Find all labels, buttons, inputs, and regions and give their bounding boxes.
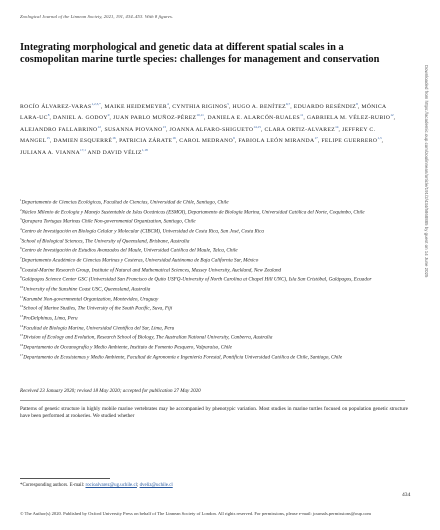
affiliation-item [20, 197, 392, 207]
affiliation-item [20, 245, 392, 255]
affiliation-text: Division of Ecology and Evolution, Research School of Biology, The Australian National University, Canberra, Australia [23, 335, 273, 342]
author-affiliation-marker: 8 [356, 102, 358, 106]
author-affiliation-marker: 17 [314, 136, 318, 141]
affiliation-text: School of Biological Sciences, The University of Queensland, Brisbane, Australia [21, 238, 190, 245]
affiliation-text: Galápagos Science Center GSC (Universidad San Francisco de Quito USFQ-University of North Carolina at Chapel Hill UNC), Isla San Cristóbal, Galápagos, Ecuador [21, 277, 372, 284]
author-affiliation-marker: 5 [227, 102, 229, 106]
affiliation-number: 12 [20, 304, 24, 309]
received-dates: Received 23 January 2020; revised 18 May 2020; accepted for publication 27 May 2020 [20, 388, 201, 394]
affiliation-number: 13 [20, 314, 24, 319]
affiliation-text: University of the Sunshine Coast USC, Queensland, Australia [23, 286, 151, 293]
affiliation-number: 6 [20, 246, 22, 251]
author-affiliation-marker: 15 [46, 136, 50, 141]
affiliation-list [20, 197, 392, 361]
affiliation-number: 2 [20, 207, 22, 212]
correspondence-footnote: *Corresponding authors. E-mail: rocioalvarez@ug.uchile.cl; dveliz@uchile.cl [20, 483, 173, 488]
correspondence-email-link[interactable]: rocioalvarez@ug.uchile.cl [85, 483, 137, 488]
author-name: CLARA ORTIZ-ALVAREZ$^{14}$ [264, 124, 339, 133]
author-name: FELIPE GUERRERO$^{1,3}$ [321, 136, 382, 145]
affiliation-item [20, 226, 392, 236]
footnote-divider [20, 478, 110, 479]
download-side-note [424, 65, 432, 465]
author-name: SUSANNA PIOVANO$^{13}$ [104, 124, 166, 133]
affiliation-text: Centro de Investigación de Estudios Avanzados del Maule, Universidad Católica del Maule, Talca, Chile [21, 248, 238, 255]
download-side-note-text: Downloaded from https://academic.oup.com/zoolinnean/article/191/2/434/5868885 by guest on 14 June 2025 [424, 65, 429, 278]
affiliation-number: 9 [20, 275, 22, 280]
affiliation-text: Departamento de Ecosistemas y Medio Ambiente, Facultad de Agronomía e Ingeniería Forestal, Pontificia Universidad Católica de Chile, Santiago, Chile [23, 354, 343, 361]
affiliation-item [20, 255, 392, 265]
affiliation-text: Núcleo Milenio de Ecología y Manejo Sustentable de Islas Oceánicas (ESMOI), Departamento de Biología Marina, Universidad Católica del Norte, Coquimbo, Chile [21, 209, 365, 216]
journal-citation-line: Zoological Journal of the Linnean Society, 2021, 191, 434–453. With 8 figures. [20, 14, 174, 19]
author-name: CYNTHIA RIGINOS$^5$ [172, 102, 229, 110]
affiliation-text: Coastal-Marine Research Group, Institute of Natural and Mathematical Sciences, Massey University, Auckland, New Zealand [21, 267, 282, 274]
affiliation-item [20, 323, 392, 333]
affiliation-number: 16 [20, 343, 24, 348]
author-name: JULIANA A. VIANNA$^{17,1}$ [20, 147, 86, 156]
author-name: DANIELA E. ALARCÓN-RUALES$^{11}$ [207, 113, 304, 122]
author-affiliation-marker: 11 [300, 113, 304, 118]
affiliation-text: ProDelphinus, Lima, Peru [23, 315, 78, 322]
affiliation-number: 8 [20, 265, 22, 270]
author-affiliation-marker: 16 [172, 136, 176, 141]
affiliation-item [20, 313, 392, 323]
author-name: MÓNICA LARA-$UC^8$ [20, 103, 387, 122]
author-name: JEFFREY C. MANGEL$^{15}$ [20, 126, 376, 145]
affiliation-number: 11 [20, 294, 24, 299]
author-name: DAMIEN ESQUERRÉ$^{16}$ [53, 136, 116, 145]
correspondence-email-link[interactable]: dveliz@uchile.cl [139, 483, 173, 488]
author-affiliation-marker: 14,15 [253, 124, 261, 129]
author-affiliation-marker: 12 [390, 113, 394, 118]
author-affiliation-marker: 6,7 [285, 102, 291, 106]
author-name: JOANNA ALFARO-SHIGUETO$^{14,15}$ [169, 124, 261, 133]
author-name: GABRIELA M. VÉLEZ-RUBIO$^{12}$ [306, 113, 394, 122]
affiliation-number: 1 [20, 198, 22, 202]
affiliation-number: 14 [20, 323, 24, 328]
affiliation-text: Centro de Investigación en Biología Celular y Molecular (CIBCM), Universidad de Costa Rica, San José, Costa Rica [21, 228, 264, 235]
affiliation-number: 4 [20, 227, 22, 232]
affiliation-number: 5 [20, 236, 22, 241]
article-title: Integrating morphological and genetic data at different spatial scales in a cosmopolitan marine turtle species: challenges for management and conservation [20, 42, 380, 66]
affiliation-item [20, 265, 392, 275]
section-divider [20, 400, 405, 401]
affiliation-item [20, 352, 392, 362]
author-name: DANIEL A. GODOY$^9$ [52, 113, 110, 122]
affiliation-number: 17 [20, 352, 24, 357]
author-name: MAIKE HEIDEMEYER$^4$ [104, 102, 169, 110]
affiliation-item [20, 303, 392, 313]
author-conjunction: AND [87, 149, 101, 156]
affiliation-number: 3 [20, 217, 22, 222]
affiliation-item [20, 274, 392, 284]
author-list: ROCÍO ÁLVAREZ-$VARAS^{1,2,3,*}$, MAIKE HEIDEMEYER$^4$, CYNTHIA RIGINOS$^5$, HUGO A. BENÍTEZ$^{6,7}$, EDUARDO RESÉNDIZ$^8$, MÓNICA LARA-$UC^8$, DANIEL A. GODOY$^9$, JUAN PABLO MUÑOZ-PÉREZ$^{10,11}$, DANIELA E. ALARCÓN-RUALES$^{11}$, GABRIELA M. VÉLEZ-RUBIO$^{12}$, ALEJANDRO FALLABRINO$^{12}$, SUSANNA PIOVANO$^{13}$, JOANNA ALFARO-SHIGUETO$^{14,15}$, CLARA ORTIZ-ALVAREZ$^{14}$, JEFFREY C. MANGEL$^{15}$, DAMIEN ESQUERRÉ$^{16}$, PATRICIA ZÁRATE$^{16}$, CAROL MEDRANO$^6$, FABIOLA LEÓN MIRANDA$^{17}$, FELIPE GUERRERO$^{1,3}$, JULIANA A. VIANNA$^{17,1}$ AND DAVID VÉLIZ$^{1,18}$ [20, 102, 396, 156]
affiliation-text: Facultad de Biología Marina, Universidad Científica del Sur, Lima, Peru [23, 325, 175, 332]
affiliation-item [20, 207, 392, 217]
page-number: 434 [402, 492, 411, 498]
author-affiliation-marker: 6 [233, 136, 235, 141]
affiliation-text: Karumbé Non-governmental Organization, Montevideo, Uruguay [23, 296, 159, 303]
affiliation-number: 15 [20, 333, 24, 338]
affiliation-number: 10 [20, 285, 24, 290]
author-affiliation-marker: 17,1 [80, 147, 86, 152]
author-affiliation-marker: 13 [162, 124, 166, 129]
author-name: ROCÍO ÁLVAREZ-$VARAS^{1,2,3,*}$ [20, 102, 101, 110]
author-affiliation-marker: 12 [97, 124, 101, 129]
author-affiliation-marker: 16 [112, 136, 116, 141]
affiliation-text: Departamento de Oceanografía y Medio Ambiente, Instituto de Fomento Pesquero, Valparaíso, Chile [23, 344, 232, 351]
affiliation-text: Qarapara Tortugas Marinas Chile Non-governmental Organization, Santiago, Chile [21, 219, 196, 226]
author-affiliation-marker: 1,18 [141, 147, 148, 152]
abstract-excerpt: Patterns of genetic structure in highly mobile marine vertebrates may be accompanied by phenotypic variation. Most studies in marine turtles focused on population genetic structure have been performed at rookeries. We studied whether [20, 406, 408, 420]
affiliation-item [20, 284, 392, 294]
affiliation-text: Departamento Académico de Ciencias Marinas y Costeras, Universidad Autónoma de Baja California Sur, México [21, 257, 259, 264]
affiliation-item [20, 342, 392, 352]
author-name: FABIOLA LEÓN MIRANDA$^{17}$ [238, 136, 318, 145]
author-name: EDUARDO RESÉNDIZ$^8$ [293, 102, 358, 110]
author-affiliation-marker: 4 [167, 102, 169, 106]
affiliation-item [20, 332, 392, 342]
affiliation-item [20, 294, 392, 304]
affiliation-text: Departamento de Ciencias Ecológicas, Facultad de Ciencias, Universidad de Chile, Santiago, Chile [21, 199, 229, 206]
author-affiliation-marker: 10,11 [196, 113, 204, 118]
affiliation-item [20, 236, 392, 246]
author-affiliation-marker: 1,3 [377, 136, 382, 141]
author-name: JUAN PABLO MUÑOZ-PÉREZ$^{10,11}$ [113, 113, 204, 122]
author-affiliation-marker: 9 [107, 113, 110, 118]
copyright-notice: © The Author(s) 2020. Published by Oxford University Press on behalf of The Linnean Society of London. All rights reserved. For permissions, please e-mail: journals.permissions@oup.com [20, 511, 372, 516]
author-name: PATRICIA ZÁRATE$^{16}$ [119, 136, 176, 145]
affiliation-item [20, 216, 392, 226]
author-name: CAROL MEDRANO$^6$ [179, 136, 235, 145]
author-affiliation-marker: 8 [47, 113, 50, 118]
author-affiliation-marker: 1,2,3,* [91, 102, 101, 106]
affiliation-text: School of Marine Studies, The University of the South Pacific, Suva, Fiji [23, 306, 173, 313]
author-name: HUGO A. BENÍTEZ$^{6,7}$ [232, 102, 291, 110]
author-name: DAVID VÉLIZ$^{1,18}$ [102, 147, 148, 156]
correspondence-label: *Corresponding authors. E-mail: [20, 483, 85, 488]
author-affiliation-marker: 14 [335, 124, 339, 129]
affiliation-number: 7 [20, 256, 22, 261]
author-name: ALEJANDRO FALLABRINO$^{12}$ [20, 124, 101, 133]
